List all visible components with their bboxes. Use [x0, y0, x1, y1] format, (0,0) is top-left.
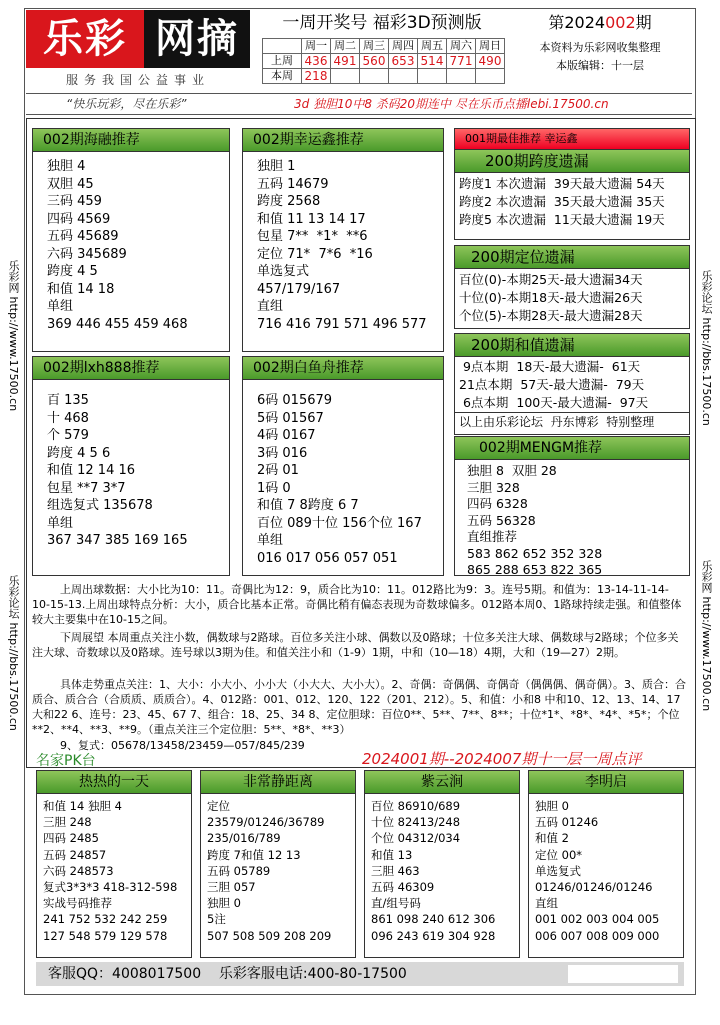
panel-sum-omission — [454, 333, 690, 435]
panel-title: 002期MENGM推荐 — [455, 437, 689, 460]
slogan: 服务我国公益事业 — [65, 73, 210, 87]
panel-title: 200期定位遗漏 — [455, 246, 689, 269]
tagline-promo[interactable]: 3d 独胆10中8 杀码20期连中 尽在乐币点播lebi.17500.cn — [294, 97, 609, 111]
footer-text: 客服QQ：4008017500 乐彩客服电话:400-80-17500 — [48, 966, 407, 982]
footer-contact — [36, 962, 684, 986]
span-row: 跨度2 本次遗漏 35天最大遗漏 35天 — [459, 194, 665, 209]
draw-number: 218 — [302, 69, 331, 84]
analysis-outlook: 下周展望 本周重点关注小数，偶数球与2路球。百位多关注小球、偶数以及0路球；十位多关注大球、偶数球与2路球；个位多关注大球、奇数球以及0路球。连号球以3期为佳。和值关注小和（1-9）1期，中和（10—18）4期，大和（19—27）2期。 — [32, 631, 679, 659]
draw-number — [331, 69, 360, 84]
panel-xingyunxin — [242, 128, 444, 352]
panel-body: 百位 86910/689 十位 82413/248 个位 04312/034 和值 13 三胆 463 五码 46309 直/组号码 861 098 240 612 306 096 243 619 304 928 — [371, 799, 496, 943]
draw-number — [389, 69, 418, 84]
day-header: 周二 — [331, 39, 360, 54]
panel-title: 002期lxh888推荐 — [33, 357, 229, 380]
sum-row: 9点本期 18天-最大遗漏- 61天 — [459, 359, 641, 374]
panel-body: 独胆 8 双胆 28 三胆 328 四码 6328 五码 56328 直组推荐 583 862 652 352 328 865 288 653 822 365 — [467, 463, 603, 577]
panel-rere — [36, 770, 192, 958]
day-header: 周一 — [302, 39, 331, 54]
position-row: 十位(0)-本期18天-最大遗漏26天 — [459, 290, 643, 305]
last-week-label: 上周 — [263, 54, 302, 69]
analysis-trend: 具体走势重点关注：1、大小：小大小、小小大（小大大、大小大）。2、奇偶：奇偶偶、奇偶奇（偶偶偶、偶奇偶）。3、质合：合质合、质合合（合质质、质质合）。4、012路：001、012、120、122（201、212）。5、和值：小和8 中和10、12、13、14、17大和22 6、连号：23、45、67 7、组合：18、25、34 8、定位胆球：百位0**、5**、7**、8**；十位*1*、*8*、*4*、*5*；个位**2、**4、**3、**9。（重点关注三个定位胆：5**、*8*、**3） — [32, 678, 686, 736]
day-header: 周五 — [418, 39, 447, 54]
logo-red-part: 乐彩 — [26, 10, 144, 68]
position-row: 个位(5)-本期28天-最大遗漏28天 — [459, 308, 643, 323]
pk-label: 名家PK台 — [36, 753, 96, 769]
sum-row: 6点本期 100天-最大遗漏- 97天 — [459, 395, 649, 410]
sum-omission-list — [455, 357, 689, 431]
sum-row: 21点本期 57天-最大遗漏- 79天 — [459, 377, 645, 392]
draw-number: 514 — [418, 54, 447, 69]
span-row: 跨度1 本次遗漏 39天最大遗漏 54天 — [459, 176, 665, 191]
draw-number — [360, 69, 389, 84]
best-recommend-title: 001期最佳推荐 幸运鑫 — [455, 129, 689, 150]
panel-lxh888 — [32, 356, 230, 576]
panel-body: 独胆 0 五码 01246 和值 2 定位 00* 单选复式 01246/01246/01246 直组 001 002 003 004 005 006 007 008 009 000 — [535, 799, 660, 943]
panel-position-omission — [454, 245, 690, 329]
panel-title: 002期白鱼舟推荐 — [243, 357, 443, 380]
panel-body: 独胆 4 双胆 45 三码 459 四码 4569 五码 45689 六码 345689 跨度 4 5 和值 14 18 单组 369 446 455 459 468 — [47, 159, 188, 332]
day-header: 周三 — [360, 39, 389, 54]
span-omission-list — [455, 173, 689, 229]
footer-blank-box — [568, 965, 678, 983]
draw-number: 653 — [389, 54, 418, 69]
week-table — [262, 38, 505, 84]
side-right-bottom[interactable]: 乐彩网 http://www.17500.cn — [700, 560, 713, 712]
panel-title: 热热的一天 — [37, 771, 191, 794]
issue-suffix: 期 — [635, 13, 652, 32]
panel-body: 百 135 十 468 个 579 跨度 4 5 6 和值 12 14 16 包星 **7 3*7 组选复式 135678 单组 367 347 385 169 165 — [47, 393, 188, 548]
source-note: 本资料为乐彩网收集整理 — [539, 41, 661, 54]
position-row: 百位(0)-本期25天-最大遗漏34天 — [459, 272, 643, 287]
panel-title: 200期和值遗漏 — [455, 334, 689, 357]
logo-black-part: 网摘 — [144, 10, 250, 68]
panel-body: 独胆 1 五码 14679 跨度 2568 和值 11 13 14 17 包星 7** *1* **6 定位 71* 7*6 *16 单选复式 457/179/167 直组 716 416 791 571 496 577 — [257, 159, 427, 332]
day-header: 周六 — [447, 39, 476, 54]
week-corner — [263, 39, 302, 54]
panel-hairong — [32, 128, 230, 352]
sum-note: 以上由乐彩论坛 丹东博彩 特别整理 — [455, 412, 689, 431]
draw-number: 560 — [360, 54, 389, 69]
position-omission-list — [455, 269, 689, 325]
draw-number — [447, 69, 476, 84]
issue-num: 002 — [605, 13, 636, 32]
week-title: 一周开奖号 福彩3D预测版 — [282, 13, 482, 33]
panel-feichang — [200, 770, 356, 958]
draw-number — [418, 69, 447, 84]
logo[interactable] — [26, 10, 250, 68]
issue-number — [515, 10, 685, 36]
panel-baiyuzhou — [242, 356, 444, 576]
panel-title: 200期跨度遗漏 — [455, 150, 689, 173]
panel-mengm — [454, 436, 690, 576]
draw-number: 490 — [476, 54, 505, 69]
tagline-quote: “快乐玩彩，尽在乐彩” — [66, 97, 187, 111]
panel-title: 非常静距离 — [201, 771, 355, 794]
panel-ziyunjian — [364, 770, 520, 958]
day-header: 周四 — [389, 39, 418, 54]
panel-title: 002期幸运鑫推荐 — [243, 129, 443, 152]
draw-number: 436 — [302, 54, 331, 69]
side-left-top[interactable]: 乐彩网 http://www.17500.cn — [7, 260, 20, 412]
panel-title: 002期海融推荐 — [33, 129, 229, 152]
span-row: 跨度5 本次遗漏 11天最大遗漏 19天 — [459, 212, 665, 227]
editor-note: 本版编辑：十一层 — [556, 59, 644, 72]
panel-span-omission — [454, 128, 690, 240]
side-right-top[interactable]: 乐彩论坛 http://bbs.17500.cn — [700, 270, 713, 426]
panel-body: 定位 23579/01246/36789 235/016/789 跨度 7和值 12 13 五码 05789 三胆 057 独胆 0 5注 507 508 509 208 209 — [207, 799, 332, 943]
issue-prefix: 第2024 — [548, 13, 606, 32]
analysis-last-week: 上周出球数据：大小比为10：11。奇偶比为12：9，质合比为10：11。012路比为9：3。连号5期。和值为：13-14-11-14-10-15-13.上周出球特点分析：大小，质合比基本正常。奇偶比稍有偏态表现为奇数球偏多。012路本周0、1路球持续走强。和值整体较大主要集中在10-15之间。 — [32, 583, 682, 626]
panel-limingqi — [528, 770, 684, 958]
panel-title: 李明启 — [529, 771, 683, 794]
side-left-bottom[interactable]: 乐彩论坛 http://bbs.17500.cn — [7, 575, 20, 731]
draw-number — [476, 69, 505, 84]
panel-title: 紫云涧 — [365, 771, 519, 794]
analysis-compound: 9、复式：05678/13458/23459—057/845/239 — [60, 739, 305, 752]
draw-number: 491 — [331, 54, 360, 69]
pk-title: 2024001期--2024007期十一层一周点评 — [362, 750, 642, 768]
panel-body: 和值 14 独胆 4 三胆 248 四码 2485 五码 24857 六码 248573 复式3*3*3 418-312-598 实战号码推荐 241 752 532 242 259 127 548 579 129 578 — [43, 799, 178, 943]
panel-body: 6码 015679 5码 01567 4码 0167 3码 016 2码 01 1码 0 和值 7 8跨度 6 7 百位 089十位 156个位 167 单组 016 017 056 057 051 — [257, 393, 422, 566]
draw-number: 771 — [447, 54, 476, 69]
tagline-row — [26, 93, 692, 115]
day-header: 周日 — [476, 39, 505, 54]
this-week-label: 本周 — [263, 69, 302, 84]
